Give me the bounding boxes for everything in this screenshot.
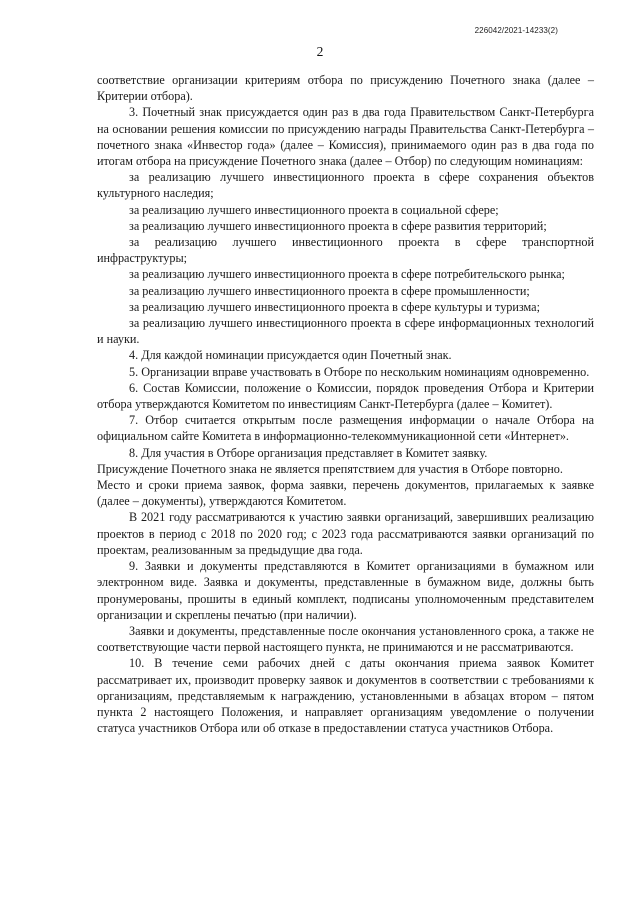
paragraph: за реализацию лучшего инвестиционного проекта в сфере транспортной инфраструктуры; [97,235,594,266]
paragraph: за реализацию лучшего инвестиционного проекта в сфере культуры и туризма; [129,299,540,314]
paragraph: 10. В течение семи рабочих дней с даты окончания приема заявок Комитет рассматривает их, производит проверку заявок и документов в соответствии с требованиями к организациям, представляемым к награждению, установленными в абзацах втором – пятом пункта 2 настоящего Положения, и направляет организациям уведомление о получении статуса участников Отбора или об отказе в предоставлении статуса участников Отбора. [97,656,594,736]
paragraph: 5. Организации вправе участвовать в Отборе по нескольким номинациям одновременно. [129,364,590,379]
paragraph: 3. Почетный знак присуждается один раз в два года Правительством Санкт-Петербурга на основании решения комиссии по присуждению награды Правительства Санкт-Петербурга – почетного знака «Инвестор года» (далее – Комиссия), принимаемого один раз в два года по итогам отбора на присуждение Почетного знака (далее – Отбор) по следующим номинациям: [97,105,594,169]
paragraph: соответствие организации критериям отбора по присуждению Почетного знака (далее – Критерии отбора). [97,73,594,104]
paragraph: 7. Отбор считается открытым после размещения информации о начале Отбора на официальном сайте Комитета в информационно-телекоммуникационной сети «Интернет». [97,413,594,444]
paragraph: В 2021 году рассматриваются к участию заявки организаций, завершивших реализацию проектов в период с 2018 по 2020 год; с 2023 года рассматриваются заявки организаций по проектам, реализованным за предыдущие два года. [97,510,594,557]
paragraph: 9. Заявки и документы представляются в Комитет организациями в бумажном или электронном виде. Заявка и документы, представленные в бумажном виде, должны быть пронумерованы, прошиты в единый комплект, подписаны уполномоченным представителем организации и скреплены печатью (при наличии). [97,559,594,622]
paragraph: 8. Для участия в Отборе организация представляет в Комитет заявку. [129,445,488,460]
paragraph: за реализацию лучшего инвестиционного проекта в социальной сфере; [129,202,499,217]
paragraph: за реализацию лучшего инвестиционного проекта в сфере развития территорий; [129,218,547,233]
document-body [97,72,594,736]
paragraph: Присуждение Почетного знака не является препятствием для участия в Отборе повторно. [97,461,563,476]
page-number: 2 [316,44,324,59]
paragraph: за реализацию лучшего инвестиционного проекта в сфере промышленности; [129,283,530,298]
paragraph: 6. Состав Комиссии, положение о Комиссии, порядок проведения Отбора и Критерии отбора утверждаются Комитетом по инвестициям Санкт-Петербурга (далее – Комитет). [97,380,594,412]
paragraph: за реализацию лучшего инвестиционного проекта в сфере информационных технологий и науки. [97,316,594,347]
document-id: 226042/2021-14233(2) [474,26,558,35]
paragraph: Место и сроки приема заявок, форма заявки, перечень документов, прилагаемых к заявке (далее – документы), утверждаются Комитетом. [97,478,594,509]
paragraph: Заявки и документы, представленные после окончания установленного срока, а также не соответствующие части первой настоящего пункта, не принимаются и не рассматриваются. [97,623,594,655]
paragraph: 4. Для каждой номинации присуждается один Почетный знак. [129,348,452,363]
paragraph: за реализацию лучшего инвестиционного проекта в сфере потребительского рынка; [129,267,565,282]
paragraph: за реализацию лучшего инвестиционного проекта в сфере сохранения объектов культурного наследия; [97,170,594,201]
